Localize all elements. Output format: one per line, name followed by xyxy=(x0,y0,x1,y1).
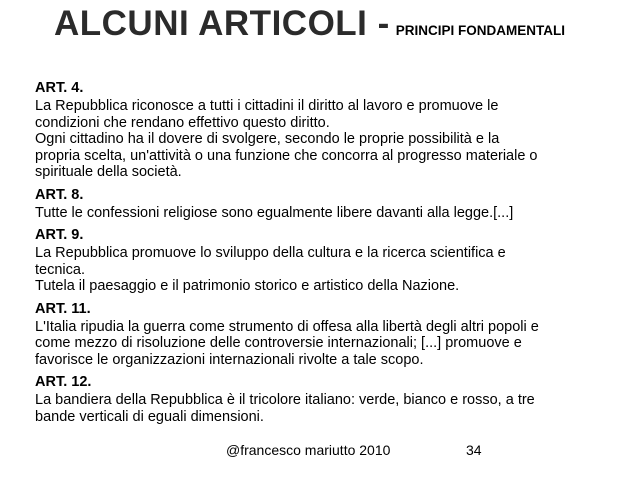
article-line: condizioni che rendano effettivo questo diritto. xyxy=(35,114,330,131)
slide-title xyxy=(54,6,565,41)
article-line: come mezzo di risoluzione delle controversie internazionali; [...] promuove e xyxy=(35,335,522,351)
footer-author: @francesco mariutto 2010 xyxy=(226,442,391,458)
article-line: spirituale della società. xyxy=(35,164,182,180)
article-line: favorisce le organizzazioni internazionali rivolte a tale scopo. xyxy=(35,351,424,368)
article-line: tecnica. xyxy=(35,261,85,278)
article-heading: ART. 4. xyxy=(35,80,84,96)
article-line: L'Italia ripudia la guerra come strumento di offesa alla libertà degli altri popoli e xyxy=(35,318,539,335)
articles-list xyxy=(35,79,605,430)
article-line: La bandiera della Repubblica è il tricolore italiano: verde, bianco e rosso, a tre xyxy=(35,392,535,408)
title-subtitle: PRINCIPI FONDAMENTALI xyxy=(395,23,566,38)
article-line: bande verticali di eguali dimensioni. xyxy=(35,408,264,425)
article-heading: ART. 11. xyxy=(35,300,91,317)
title-main: ALCUNI ARTICOLI - xyxy=(54,4,390,43)
article-line: La Repubblica promuove lo sviluppo della cultura e la ricerca scientifica e xyxy=(35,245,506,261)
article-line: Tutte le confessioni religiose sono egualmente libere davanti alla legge.[...] xyxy=(35,204,514,221)
article-4 xyxy=(35,79,605,181)
article-11 xyxy=(35,300,605,369)
article-9 xyxy=(35,226,605,295)
article-line: propria scelta, un'attività o una funzione che concorra al progresso materiale o xyxy=(35,147,538,164)
article-8 xyxy=(35,186,605,222)
article-12 xyxy=(35,373,605,425)
article-line: Ogni cittadino ha il dovere di svolgere, secondo le proprie possibilità e la xyxy=(35,131,500,147)
article-heading: ART. 8. xyxy=(35,186,84,203)
page-number: 34 xyxy=(466,442,482,458)
article-line: Tutela il paesaggio e il patrimonio storico e artistico della Nazione. xyxy=(35,278,460,294)
article-heading: ART. 12. xyxy=(35,374,92,390)
article-line: La Repubblica riconosce a tutti i cittadini il diritto al lavoro e promuove le xyxy=(35,98,499,114)
article-heading: ART. 9. xyxy=(35,227,84,243)
